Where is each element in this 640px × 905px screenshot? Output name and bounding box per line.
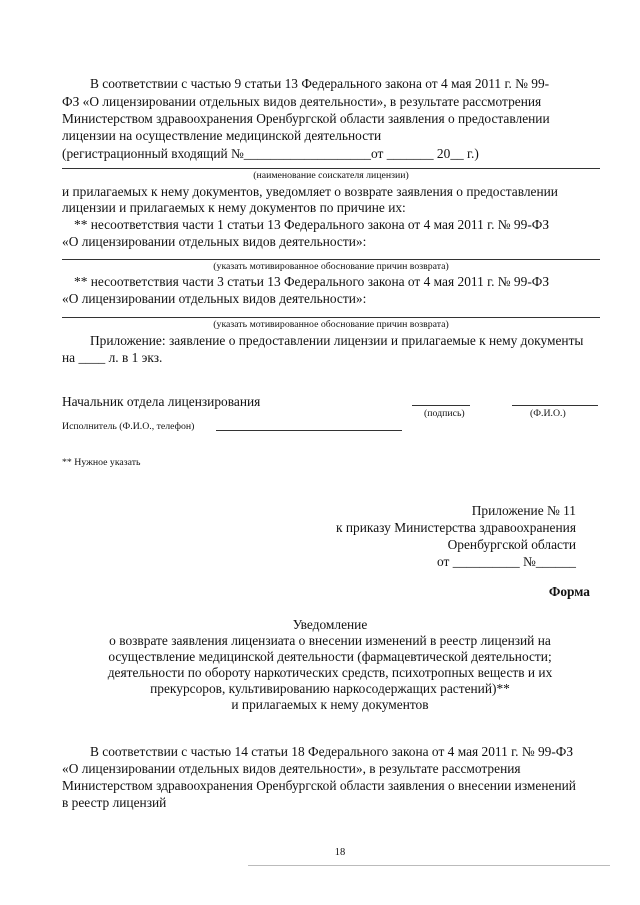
notice-title: Уведомление [292,617,368,632]
applicant-line [62,168,600,169]
notice-subtitle-line: деятельности по обороту наркотических средств, психотропных веществ и их [107,665,553,680]
reason-line-2 [62,317,600,318]
applicant-caption: (наименование соискателя лицензии) [253,170,409,181]
head-title: Начальник отдела лицензирования [62,394,261,409]
fio-line [512,405,598,406]
notice-body-line: Министерством здравоохранения Оренбургской области заявления о внесении изменений [62,778,576,793]
paragraph-line: «О лицензировании отдельных видов деятельности»: [62,234,367,249]
reason-caption-1: (указать мотивированное обоснование причин возврата) [213,261,449,272]
notice-subtitle-line: осуществление медицинской деятельности (фармацевтической деятельности; [108,649,552,664]
paragraph-line: и прилагаемых к нему документов, уведомляет о возврате заявления о предоставлении [62,184,558,199]
paragraph-line: В соответствии с частью 9 статьи 13 Федерального закона от 4 мая 2011 г. № 99- [90,76,550,91]
notice-subtitle-line: прекурсоров, культивированию наркосодержащих растений)** [150,681,510,696]
notice-subtitle-line: и прилагаемых к нему документов [231,697,429,712]
notice-body-line: в реестр лицензий [62,795,167,810]
fio-caption: (Ф.И.О.) [530,408,566,419]
page-number: 18 [334,847,346,858]
notice-body-line: В соответствии с частью 14 статьи 18 Федерального закона от 4 мая 2011 г. № 99-ФЗ [90,744,574,759]
paragraph-line: ** несоответствия части 3 статьи 13 Федерального закона от 4 мая 2011 г. № 99-ФЗ [74,274,550,289]
paragraph-line: ** несоответствия части 1 статьи 13 Федерального закона от 4 мая 2011 г. № 99-ФЗ [74,217,550,232]
footnote: ** Нужное указать [62,457,141,468]
notice-subtitle-line: о возврате заявления лицензиата о внесении изменений в реестр лицензий на [109,633,551,648]
paragraph-line: лицензии на осуществление медицинской деятельности [62,128,382,143]
attachment-line: на ____ л. в 1 экз. [62,350,163,365]
footer-line [248,865,610,866]
paragraph-line: Министерством здравоохранения Оренбургской области заявления о предоставлении [62,111,550,126]
signature-line [412,405,470,406]
form-label: Форма [548,584,590,599]
annex-line: Оренбургской области [447,537,576,552]
attachment-line: Приложение: заявление о предоставлении лицензии и прилагаемые к нему документы [90,333,584,348]
annex-line: от __________ №______ [437,554,576,569]
annex-line: Приложение № 11 [471,503,576,518]
reason-line-1 [62,259,600,260]
notice-body-line: «О лицензировании отдельных видов деятельности», в результате рассмотрения [62,761,521,776]
reason-caption-2: (указать мотивированное обоснование причин возврата) [213,319,449,330]
paragraph-line: ФЗ «О лицензировании отдельных видов деятельности», в результате рассмотрения [62,94,542,109]
executor-line [216,430,402,431]
signature-caption: (подпись) [424,408,465,419]
paragraph-line: «О лицензировании отдельных видов деятельности»: [62,291,367,306]
paragraph-line: (регистрационный входящий №___________________от _______ 20__ г.) [62,146,479,161]
executor-label: Исполнитель (Ф.И.О., телефон) [62,421,195,432]
annex-line: к приказу Министерства здравоохранения [336,520,576,535]
paragraph-line: лицензии и прилагаемых к нему документов по причине их: [62,200,406,215]
